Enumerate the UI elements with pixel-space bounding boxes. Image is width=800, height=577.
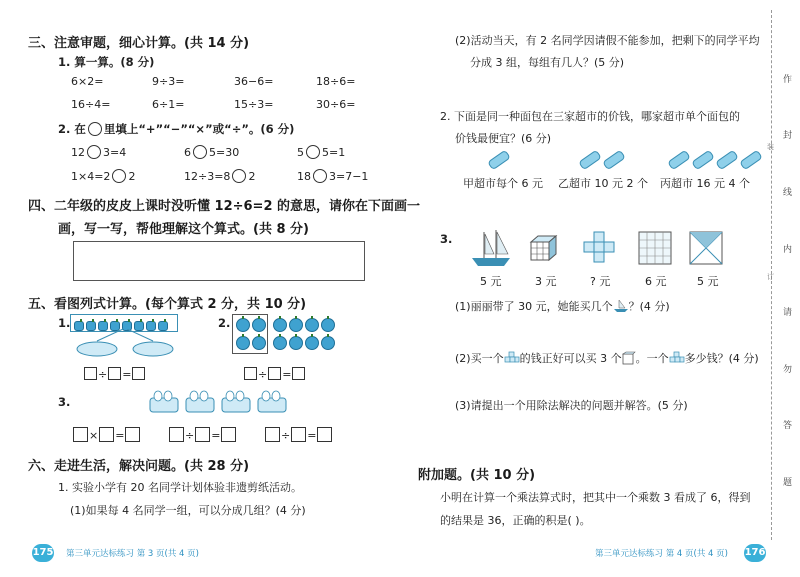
bread-icon (667, 150, 691, 171)
s6-q2: 2. 下面是同一种面包在三家超市的价钱，哪家超市单个面包的 (440, 110, 740, 123)
s6-q3-number: 3. (440, 232, 453, 246)
side-small-char: 装 (767, 143, 774, 151)
calc-item: 6÷1= (152, 98, 185, 111)
answer-division-3a[interactable]: ÷ = (168, 427, 237, 442)
q3-part2: (2)买一个 的钱正好可以买 3 个 。一个 多少钱？(4 分) (455, 352, 759, 365)
bread-icon (602, 150, 626, 171)
apple-icon (305, 336, 319, 350)
s5-q1-number: 1. (58, 316, 71, 330)
s6-q1-part2-line2: 分成 3 组，每组有几人？(5 分) (470, 56, 625, 69)
fill-circle-item: 12 3=4 (71, 146, 127, 159)
egg-cartons-illustration (148, 388, 298, 416)
footer-right: 第三单元达标练习 第 4 页(共 4 页) (595, 549, 728, 559)
answer-circle[interactable] (193, 145, 207, 159)
answer-division-1[interactable]: ÷ = (83, 367, 146, 381)
apple-icon (321, 336, 335, 350)
answer-division-3b[interactable]: ÷ = (264, 427, 333, 442)
answer-circle[interactable] (87, 145, 101, 159)
sudoku-board-icon (637, 230, 673, 266)
drawing-box[interactable] (73, 241, 365, 281)
bread-icon (739, 150, 763, 171)
section3-title: 三、注意审题，细心计算。(共 14 分) (28, 36, 250, 51)
apples-illustration (235, 318, 355, 354)
q3-part3: (3)请提出一个用除法解决的问题并解答。(5 分) (455, 399, 688, 412)
answer-circle[interactable] (112, 169, 126, 183)
s5-q2-number: 2. (218, 316, 231, 330)
price-sudoku: 6 元 (645, 275, 667, 288)
answer-multiplication[interactable]: × = (72, 427, 141, 442)
side-char: 答 (783, 421, 793, 431)
answer-circle[interactable] (232, 169, 246, 183)
side-char: 请 (783, 308, 793, 318)
s6-q1-part1: (1)如果每 4 名同学一组，可以分成几组？(4 分) (70, 504, 306, 517)
bread-icon (578, 150, 602, 171)
blocks-small-icon (504, 351, 520, 365)
side-char: 作 (783, 75, 793, 85)
side-char: 题 (783, 478, 793, 488)
answer-division-2[interactable]: ÷ = (243, 367, 306, 381)
fill-circle-item: 18 3=7−1 (297, 170, 369, 183)
fill-circle-item: 6 5=30 (184, 146, 240, 159)
apple-icon (273, 336, 287, 350)
calc-item: 6×2= (71, 75, 104, 88)
bread-group-a (487, 150, 511, 169)
store-c-price: 丙超市 16 元 4 个 (660, 177, 750, 190)
calc-item: 36−6= (234, 75, 274, 88)
bonus-line2: 的结果是 36，正确的积是( )。 (440, 514, 591, 527)
s6-q1-part2: (2)活动当天，有 2 名同学因请假不能参加，把剩下的同学平均 (455, 34, 760, 47)
calc-item: 15÷3= (234, 98, 274, 111)
apple-icon (289, 336, 303, 350)
fill-circle-item: 5 5=1 (297, 146, 346, 159)
bread-icon (715, 150, 739, 171)
plates-illustration (75, 329, 175, 361)
answer-circle[interactable] (306, 145, 320, 159)
sailboat-small-icon (613, 299, 629, 313)
q3-2-label: 2. 在 里填上“+”“−”“×”或“÷”。(6 分) (58, 122, 295, 136)
bonus-title: 附加题。(共 10 分) (418, 468, 536, 483)
fill-circle-item: 1×4=2 2 (71, 170, 136, 183)
side-char: 勿 (783, 365, 793, 375)
page-number-right: 176 (744, 544, 766, 562)
section6-title: 六、走进生活，解决问题。(共 28 分) (28, 459, 250, 474)
section4-title: 四、二年级的皮皮上课时没听懂 12÷6=2 的意思，请你在下面画一 (28, 199, 421, 214)
apple-icon (321, 318, 335, 332)
calc-item: 30÷6= (316, 98, 356, 111)
blocks-small-icon (669, 351, 685, 365)
fill-circle-item: 12÷3=8 2 (184, 170, 256, 183)
apple-icon (289, 318, 303, 332)
side-char: 线 (783, 188, 793, 198)
section4-title-line2: 画，写一写，帮他理解这个算式。(共 8 分) (58, 222, 309, 237)
q3-1-label: 1. 算一算。(8 分) (58, 55, 155, 69)
apple-icon (236, 336, 250, 350)
calc-item: 16÷4= (71, 98, 111, 111)
bonus-line1: 小明在计算一个乘法算式时，把其中一个乘数 3 看成了 6，得到 (440, 491, 751, 504)
bread-group-b (578, 150, 626, 169)
store-a-price: 甲超市每个 6 元 (463, 177, 543, 190)
s6-q2-line2: 价钱最便宜？(6 分) (455, 132, 552, 145)
price-sailboat: 5 元 (480, 275, 502, 288)
price-cube: 3 元 (535, 275, 557, 288)
footer-left: 第三单元达标练习 第 3 页(共 4 页) (66, 549, 199, 559)
side-small-char: 订 (767, 273, 774, 281)
apple-icon (252, 336, 266, 350)
apple-icon (252, 318, 266, 332)
s6-q1: 1. 实验小学有 20 名同学计划体验非遗剪纸活动。 (58, 481, 302, 494)
price-blocks: ? 元 (590, 275, 611, 288)
bread-icon (691, 150, 715, 171)
q3-part1: (1)丽丽带了 30 元，她能买几个 ？(4 分) (455, 300, 670, 313)
price-tangram: 5 元 (697, 275, 719, 288)
section5-title: 五、看图列式计算。(每个算式 2 分，共 10 分) (28, 297, 307, 312)
side-char: 内 (783, 245, 793, 255)
apple-icon (236, 318, 250, 332)
answer-circle[interactable] (313, 169, 327, 183)
calc-item: 18÷6= (316, 75, 356, 88)
side-char: 封 (783, 131, 793, 141)
circle-blank-icon (88, 122, 102, 136)
apple-icon (305, 318, 319, 332)
building-blocks-icon (582, 230, 618, 266)
sailboat-icon (468, 228, 514, 268)
page-number-left: 175 (32, 544, 54, 562)
rubiks-cube-icon (528, 234, 558, 264)
s5-q3-number: 3. (58, 395, 71, 409)
calc-item: 9÷3= (152, 75, 185, 88)
apple-icon (273, 318, 287, 332)
bread-icon (487, 150, 511, 171)
cube-small-icon (622, 351, 636, 365)
store-b-price: 乙超市 10 元 2 个 (558, 177, 648, 190)
tangram-icon (688, 230, 724, 266)
bread-group-c (667, 150, 763, 169)
